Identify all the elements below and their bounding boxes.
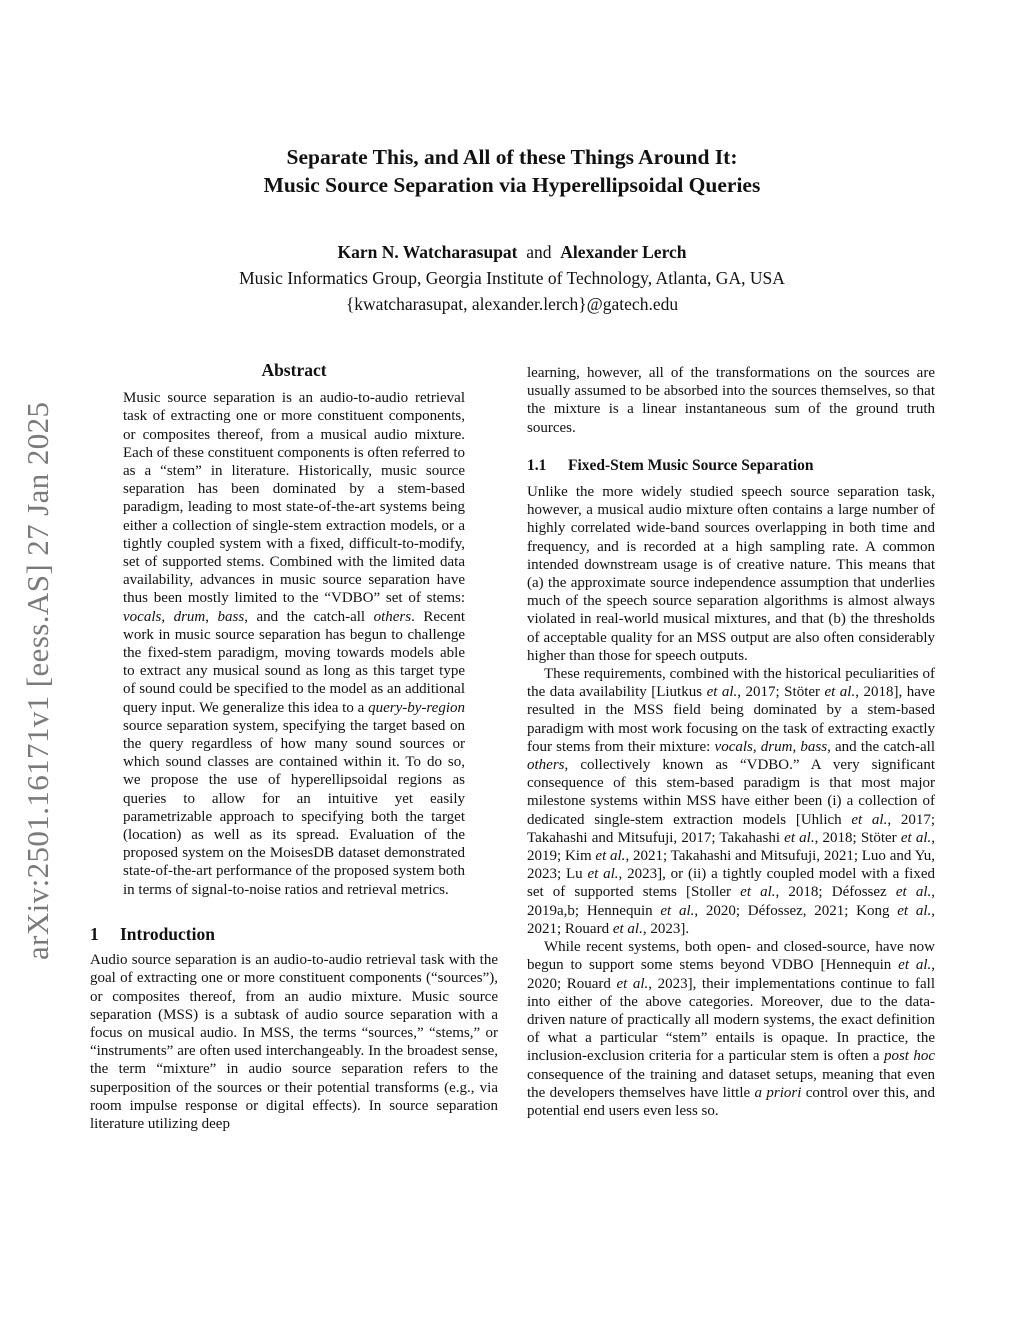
abstract-heading: Abstract (261, 360, 327, 380)
author-2: Alexander Lerch (560, 242, 687, 262)
s11-etal: et al. (612, 920, 643, 937)
intro-title: Introduction (120, 923, 215, 944)
s11-text: , 2021; Rouard (527, 902, 936, 937)
section-1-1-paragraph-3 (527, 938, 935, 1120)
s11-text: consequence of the training and dataset setups, meaning that even the developers themselves have little (527, 1066, 935, 1101)
s11-etal: et al. (616, 975, 649, 992)
s11-text: These requirements, combined with the historical peculiarities of the data availability [Liutkus (527, 666, 935, 701)
s11-others: others (527, 757, 565, 774)
s11-text: , 2017; Takahashi and Mitsufuji, 2017; Takahashi (527, 811, 935, 846)
section-1-1-number: 1.1 (527, 456, 547, 474)
s11-comma: , (792, 738, 801, 755)
intro-paragraph-cont: learning, however, all of the transformations on the sources are usually assumed to be absorbed into the sources themselves, so that the mixture is a linear instantaneous sum of the ground truth sources. (527, 365, 935, 436)
s11-text: , 2017; Stöter (737, 684, 825, 701)
s11-text: , 2021; Takahashi and Mitsufuji, 2021; Luo and Yu, 2023; Lu (527, 848, 936, 883)
s11-text: , 2018], have resulted in the MSS field being dominated by a stem-based paradigm with most work focusing on the task of extracting exactly four stems from their mixture: (527, 684, 936, 755)
title-line-1: Separate This, and All of these Things Around It: (286, 145, 738, 169)
s11-text: , 2018; Stöter (814, 829, 901, 846)
intro-number: 1 (90, 923, 99, 944)
s11-etal: et al. (587, 866, 619, 883)
s11-text: While recent systems, both open- and closed-source, have now begun to support some stems beyond VDBO [Hennequin (527, 939, 935, 974)
s11-text: , 2023]. (642, 920, 690, 937)
abstract-query-by-region: query-by-region (368, 699, 465, 716)
s11-text: , collectively known as “VDBO.” A very significant consequence of this stem-based paradigm is that most major milestone systems within MSS have either been (i) a collection of dedicated single-stem extraction models [Uhlich (527, 757, 935, 828)
title-line-2: Music Source Separation via Hyperellipsoidal Queries (263, 173, 761, 197)
paper-title (0, 143, 1024, 199)
s11-text: control over this, and potential end users even less so. (527, 1084, 935, 1119)
s11-etal: et al. (851, 811, 888, 828)
abstract-sep-2: , (205, 608, 218, 625)
abstract-bass: bass (217, 608, 245, 625)
author-line (0, 239, 1024, 265)
s11-bass: bass (800, 738, 828, 755)
abstract-text-1: Music source separation is an audio-to-audio retrieval task of extracting one or more constituent components, or composites thereof, from a musical audio mixture. Each of these constituent components is often referred to as a “stem” in literature. Historically, music source separation has been dominated by a stem-based paradigm, leading to most state-of-the-art systems being either a collection of single-stem extraction models, or a tightly coupled system with a fixed, difficult-to-modify, set of supported stems. Combined with the limited data availability, advances in music source separation have thus been mostly limited to the “VDBO” set of stems: (123, 390, 465, 607)
s11-text: , 2020; Défossez, 2021; Kong (694, 902, 898, 919)
s11-etal: et al. (824, 684, 856, 701)
abstract-sep-1: , (161, 608, 174, 625)
s11-drum: drum (760, 738, 793, 755)
abstract-drum: drum (173, 608, 206, 625)
paper-header (0, 143, 1024, 317)
s11-post-hoc: post hoc (883, 1048, 935, 1065)
s11-etal: et al. (898, 957, 932, 974)
left-column (90, 361, 498, 1133)
s11-etal: et al. (895, 884, 932, 901)
s11-etal: et al. (897, 902, 932, 919)
email: {kwatcharasupat, alexander.lerch}@gatech.edu (345, 294, 679, 314)
author-conjunction: and (526, 242, 552, 262)
author-1: Karn N. Watcharasupat (337, 242, 518, 262)
s11-text: , 2020; Rouard (527, 957, 935, 992)
affiliation: Music Informatics Group, Georgia Institute of Technology, Atlanta, GA, USA (239, 268, 785, 288)
section-1-1-paragraph-2 (527, 665, 935, 938)
s11-etal: et al. (660, 902, 695, 919)
right-column (527, 364, 935, 1120)
section-1-1-heading (527, 457, 935, 475)
abstract-text-2: , and the catch-all (244, 608, 374, 625)
s11-etal: et al. (784, 829, 815, 846)
s11-etal: et al. (706, 684, 738, 701)
abstract-text-4: source separation system, specifying the target based on the query regardless of how many sound sources or which sound classes are contained within it. To do so, we propose the use of hyperellipsoidal regions as queries to allow for an intuitive yet easily parametrizable approach to specifying both the target (location) as well as its spread. Evaluation of the proposed system on the MoisesDB dataset demonstrated state-of-the-art performance of the proposed system both in terms of signal-to-noise ratios and retrieval metrics. (123, 717, 465, 898)
section-1-1-title: Fixed-Stem Music Source Separation (568, 456, 814, 474)
s11-a-priori: a priori (754, 1084, 802, 1101)
abstract-body (123, 389, 465, 899)
s11-vocals: vocals (714, 738, 753, 755)
s11-etal: et al. (740, 884, 776, 901)
arxiv-side-stamp: arXiv:2501.16171v1 [eess.AS] 27 Jan 2025 (20, 401, 55, 960)
s11-text: , 2023], or (ii) a tightly coupled model with a fixed set of supported stems [Stoller (527, 866, 935, 901)
section-1-1-paragraph-1: Unlike the more widely studied speech source separation task, however, a musical audio mixture often contains a large number of highly correlated wide-band sources overlapping in both time and frequency, and is recorded at a high sampling rate. A common intended downstream usage is of creative nature. This means that (a) the approximate source independence assumption that underlies much of the speech source separation algorithms is almost always violated in real-world musical mixtures, and that (b) the thresholds of acceptable quality for an MSS output are also often considerably higher than those for speech outputs. (527, 484, 935, 664)
s11-text: , 2023], their implementations continue to fall into either of the above categories. Moreover, due to the data-driven nature of practically all modern systems, the exact definition of what a particular “stem” entails is opaque. In practice, the inclusion-exclusion criteria for a particular stem is often a (527, 975, 935, 1065)
s11-text: , and the catch-all (827, 738, 935, 755)
s11-comma: , (752, 738, 761, 755)
abstract-paragraph (123, 389, 465, 899)
abstract-text-3: . Recent work in music source separation has begun to challenge the fixed-stem paradigm, moving towards models able to extract any musical sound as long as this target type of sound could be specified to the model as an additional query input. We generalize this idea to a (123, 608, 466, 716)
s11-etal: et al. (595, 848, 626, 865)
s11-text: , 2018; Défossez (775, 884, 896, 901)
abstract-others: others (373, 608, 412, 625)
s11-text: , 2019a,b; Hennequin (527, 884, 935, 919)
intro-paragraph-1: Audio source separation is an audio-to-audio retrieval task with the goal of extracting one or more constituent components (“sources”), or composites thereof, from an audio mixture. Music source separation (MSS) is a subtask of audio source separation with a focus on musical audio. In MSS, the terms “sources,” “stems,” or “instruments” are often used interchangeably. In the broadest sense, the term “mixture” in audio source separation refers to the superposition of the sources or their potential transforms (e.g., via room impulse response or digital effects). In source separation literature utilizing deep (90, 952, 498, 1132)
abstract-vocals: vocals (123, 608, 162, 625)
s11-text: , 2019; Kim (527, 829, 936, 865)
s11-etal: et al. (900, 829, 932, 846)
intro-heading (90, 925, 498, 943)
